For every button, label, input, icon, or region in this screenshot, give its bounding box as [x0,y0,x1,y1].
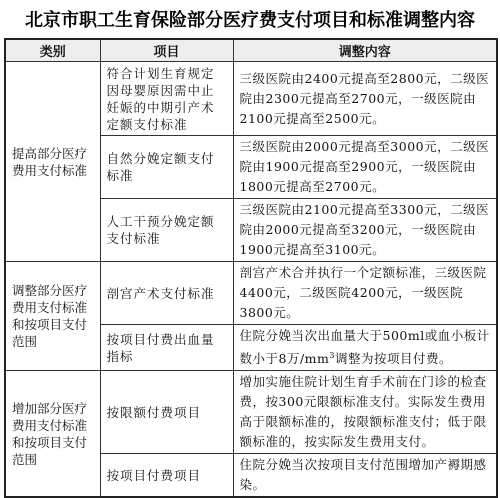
content-cell: 剖宫产术合并执行一个定额标准，三级医院4400元，二级医院4200元，一级医院3800元。 [233,262,497,325]
category-cell: 提高部分医疗费用支付标准 [5,62,100,262]
content-text: 住院分娩当次出血量大于500ml或血小板计数小于8万/mm [239,328,490,367]
content-cell: 住院分娩当次按项目支付范围增加产褥期感染。 [233,454,497,498]
item-cell: 自然分娩定额支付标准 [100,136,233,199]
superscript: 3 [329,351,335,360]
content-cell [233,325,497,371]
item-cell: 按项目付费出血量指标 [100,325,233,371]
table-row [5,371,497,454]
header-category: 类别 [5,39,100,62]
table-row [5,62,497,136]
item-cell: 剖宫产术支付标准 [100,262,233,325]
category-cell: 增加部分医疗费用支付标准和按项目支付范围 [5,371,100,498]
content-cell: 三级医院由2000元提高至3000元，二级医院由1900元提高至2900元，一级医院由1800元提高至2700元。 [233,136,497,199]
item-cell: 按项目付费项目 [100,454,233,498]
item-cell: 人工干预分娩定额支付标准 [100,199,233,262]
header-content: 调整内容 [233,39,497,62]
item-cell: 按限额付费项目 [100,371,233,454]
item-cell: 符合计划生育规定因母婴原因需中止妊娠的中期引产术定额支付标准 [100,62,233,136]
content-cell: 增加实施住院计划生育手术前在门诊的检查费，按300元限额标准支付。实际发生费用高于限额标准的，按限额标准支付；低于限额标准的，按实际发生费用支付。 [233,371,497,454]
content-cell: 三级医院由2100元提高至3300元，二级医院由2000元提高至3200元，一级医院由1900元提高至3100元。 [233,199,497,262]
policy-table [4,38,498,498]
table-header-row [5,39,497,62]
content-text: 调整为按项目付费。 [334,351,452,367]
table-row [5,262,497,325]
content-cell: 三级医院由2400元提高至2800元，二级医院由2300元提高至2700元，一级医院由2100元提高至2500元。 [233,62,497,136]
header-item: 项目 [100,39,233,62]
category-cell: 调整部分医疗费用支付标准和按项目支付范围 [5,262,100,371]
document-title: 北京市职工生育保险部分医疗费支付项目和标准调整内容 [25,10,475,31]
